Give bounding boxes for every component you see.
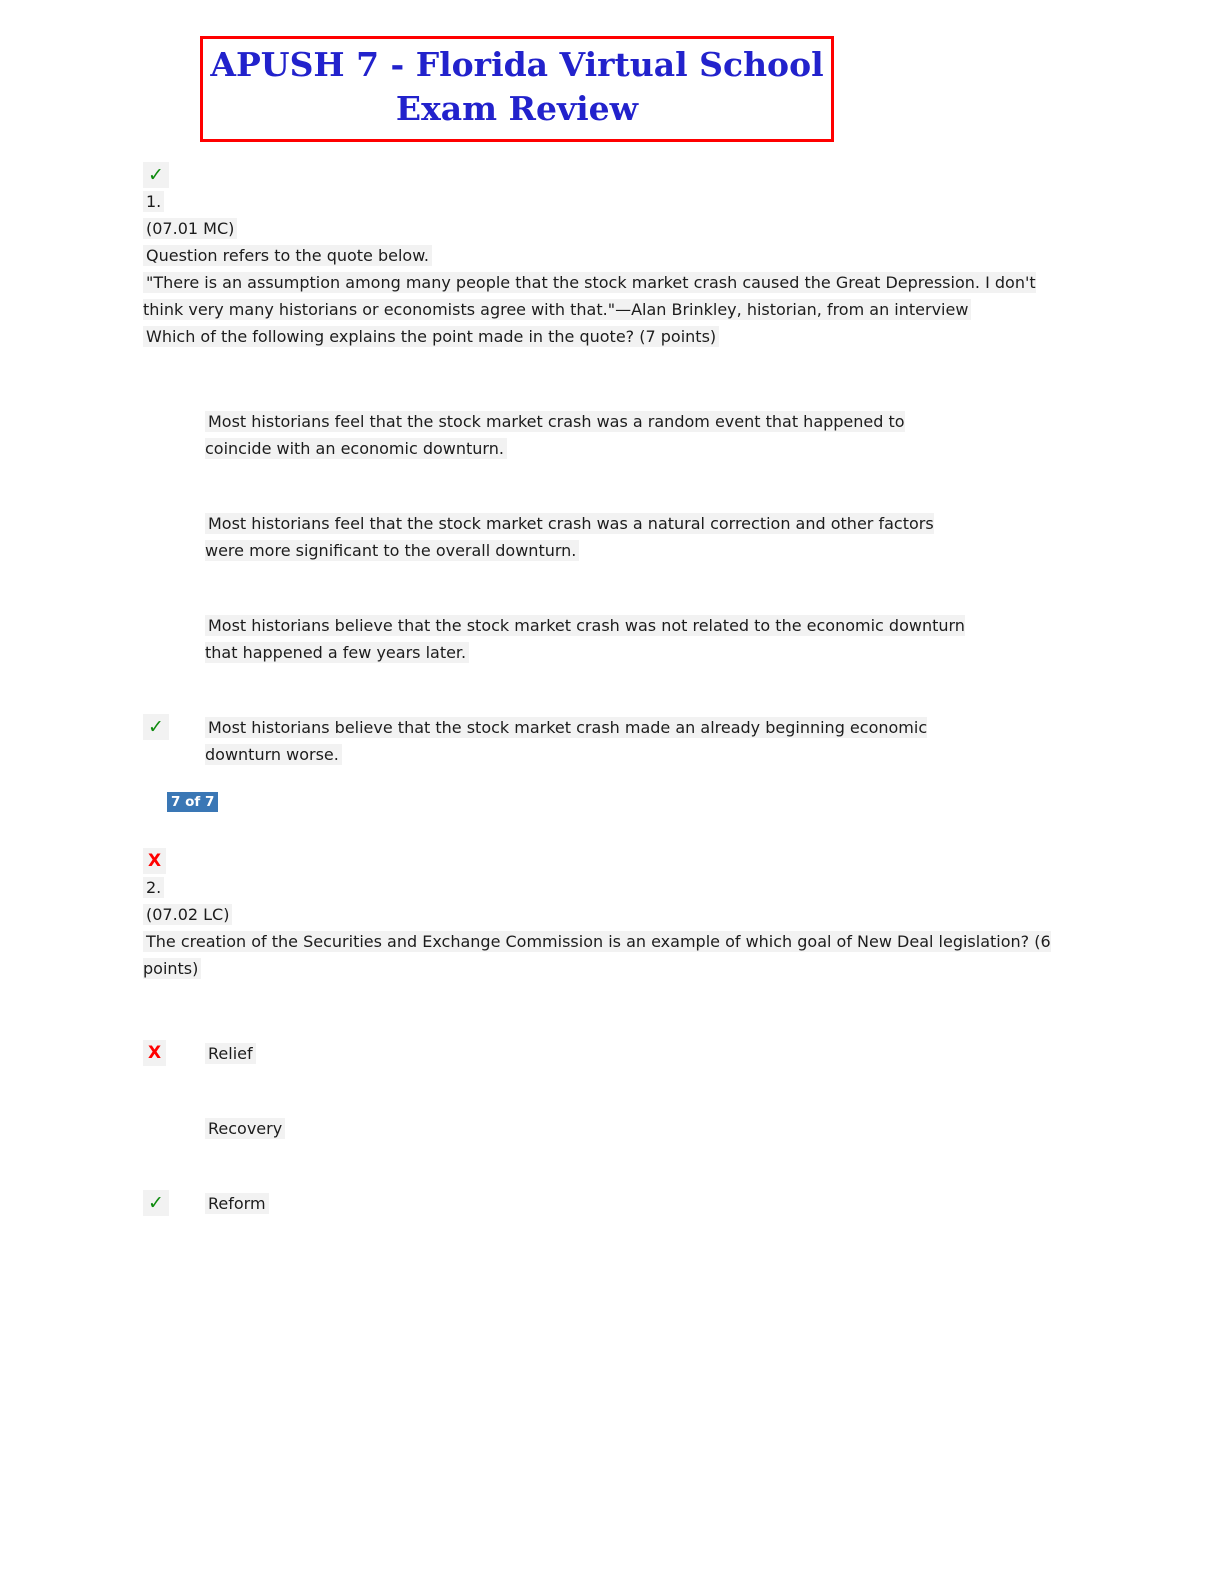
question-1-code: (07.01 MC) <box>143 215 1168 242</box>
question-2-prompt: The creation of the Securities and Exchange Commission is an example of which goal of New Deal legislation? (6 points) <box>143 932 1051 978</box>
option-marker-correct <box>143 714 205 740</box>
option-text: Reform <box>205 1190 269 1217</box>
option-text: Most historians feel that the stock market crash was a random event that happened to coincide with an economic downturn. <box>205 412 905 458</box>
question-2-option-a <box>143 1040 1168 1067</box>
question-1-result <box>143 162 1168 188</box>
question-2-option-b <box>143 1115 1168 1142</box>
option-text: Recovery <box>205 1115 285 1142</box>
option-text: Most historians believe that the stock market crash made an already beginning economic downturn worse. <box>205 718 928 764</box>
option-text: Most historians feel that the stock market crash was a natural correction and other factors were more significant to the overall downturn. <box>205 514 934 560</box>
question-1-option-a <box>143 408 1168 462</box>
incorrect-x-icon: X <box>143 848 166 874</box>
question-1-option-c <box>143 612 1168 666</box>
question-1-prompt: Which of the following explains the point made in the quote? (7 points) <box>143 323 1075 350</box>
question-1-option-b <box>143 510 1168 564</box>
question-2 <box>143 848 1168 1217</box>
question-1-score-row <box>143 768 1168 812</box>
question-2-code: (07.02 LC) <box>143 901 1168 928</box>
question-2-number: 2. <box>143 874 1168 901</box>
question-1 <box>143 162 1168 812</box>
option-text: Most historians believe that the stock market crash was not related to the economic downturn that happened a few years later. <box>205 616 965 662</box>
correct-check-icon: ✓ <box>143 714 169 740</box>
score-badge: 7 of 7 <box>167 792 218 812</box>
question-1-number: 1. <box>143 188 1168 215</box>
document-title-line-2: Exam Review <box>395 89 639 128</box>
question-1-option-d <box>143 714 1168 768</box>
document-title-box <box>200 36 834 142</box>
option-marker-correct <box>143 1190 205 1216</box>
incorrect-x-icon: X <box>143 1040 166 1066</box>
option-marker-incorrect <box>143 1040 205 1066</box>
document-title-line-1: APUSH 7 - Florida Virtual School <box>210 45 824 84</box>
question-2-result <box>143 848 1168 874</box>
question-1-quote: "There is an assumption among many people that the stock market crash caused the Great Depression. I don't think very many historians or economists agree with that."—Alan Brinkley, historian, from an interview <box>143 273 1036 319</box>
option-text: Relief <box>205 1040 256 1067</box>
correct-check-icon: ✓ <box>143 1190 169 1216</box>
question-2-option-c <box>143 1190 1168 1217</box>
correct-check-icon: ✓ <box>143 162 169 188</box>
question-1-intro: Question refers to the quote below. <box>143 242 1168 269</box>
